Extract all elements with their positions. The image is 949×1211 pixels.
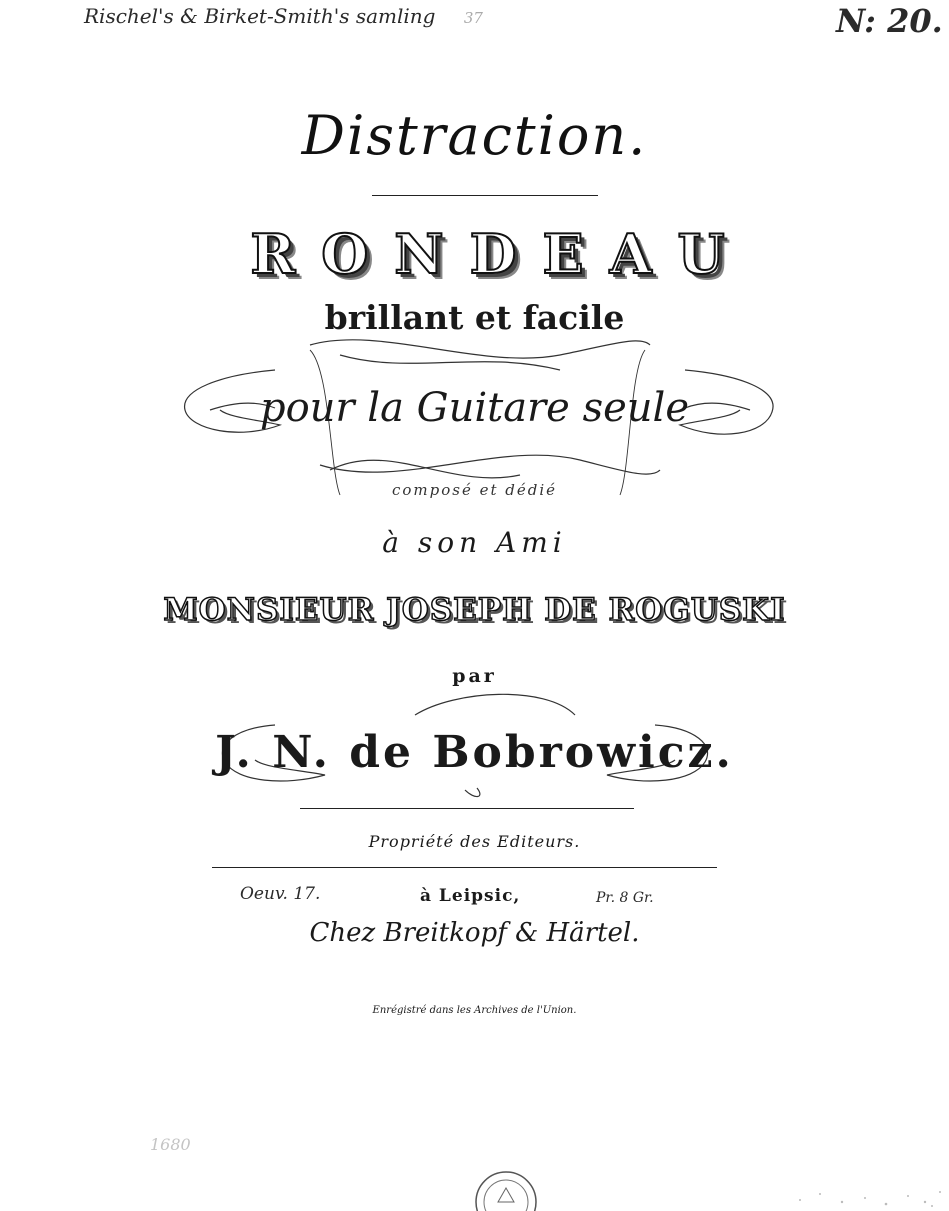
imprint-rule <box>212 867 717 868</box>
title-distraction: Distraction. <box>301 104 648 167</box>
by-label: par <box>452 665 497 687</box>
to-friend: à son Ami <box>382 526 567 559</box>
composed-dedicated: composé et dédié <box>391 481 558 499</box>
library-stamp <box>470 1168 542 1211</box>
paper-speckle <box>790 1180 949 1211</box>
composer-name: J. N. de Bobrowicz. <box>215 727 734 778</box>
title-rule <box>372 195 598 196</box>
price: Pr. 8 Gr. <box>596 890 654 906</box>
collection-note <box>84 4 483 28</box>
item-number: N: 20. <box>836 2 943 40</box>
collection-note-text: Rischel's & Birket-Smith's samling <box>84 4 436 28</box>
registration-note: Enrégistré dans les Archives de l'Union. <box>372 1005 577 1016</box>
publisher: Chez Breitkopf & Härtel. <box>309 918 640 948</box>
place-leipsic: à Leipsic, <box>420 886 521 906</box>
subtitle-brillant: brillant et facile <box>324 298 625 337</box>
instrument-line: pour la Guitare seule <box>259 385 689 431</box>
collection-number: 37 <box>463 9 483 27</box>
composer-rule <box>300 808 634 809</box>
rights-notice: Propriété des Editeurs. <box>368 832 581 851</box>
shelf-mark: 1680 <box>150 1135 191 1154</box>
title-rondeau: RONDEAU <box>250 222 751 286</box>
dedicatee-name: MONSIEUR JOSEPH DE ROGUSKI <box>163 592 786 628</box>
opus-number: Oeuv. 17. <box>240 884 321 904</box>
